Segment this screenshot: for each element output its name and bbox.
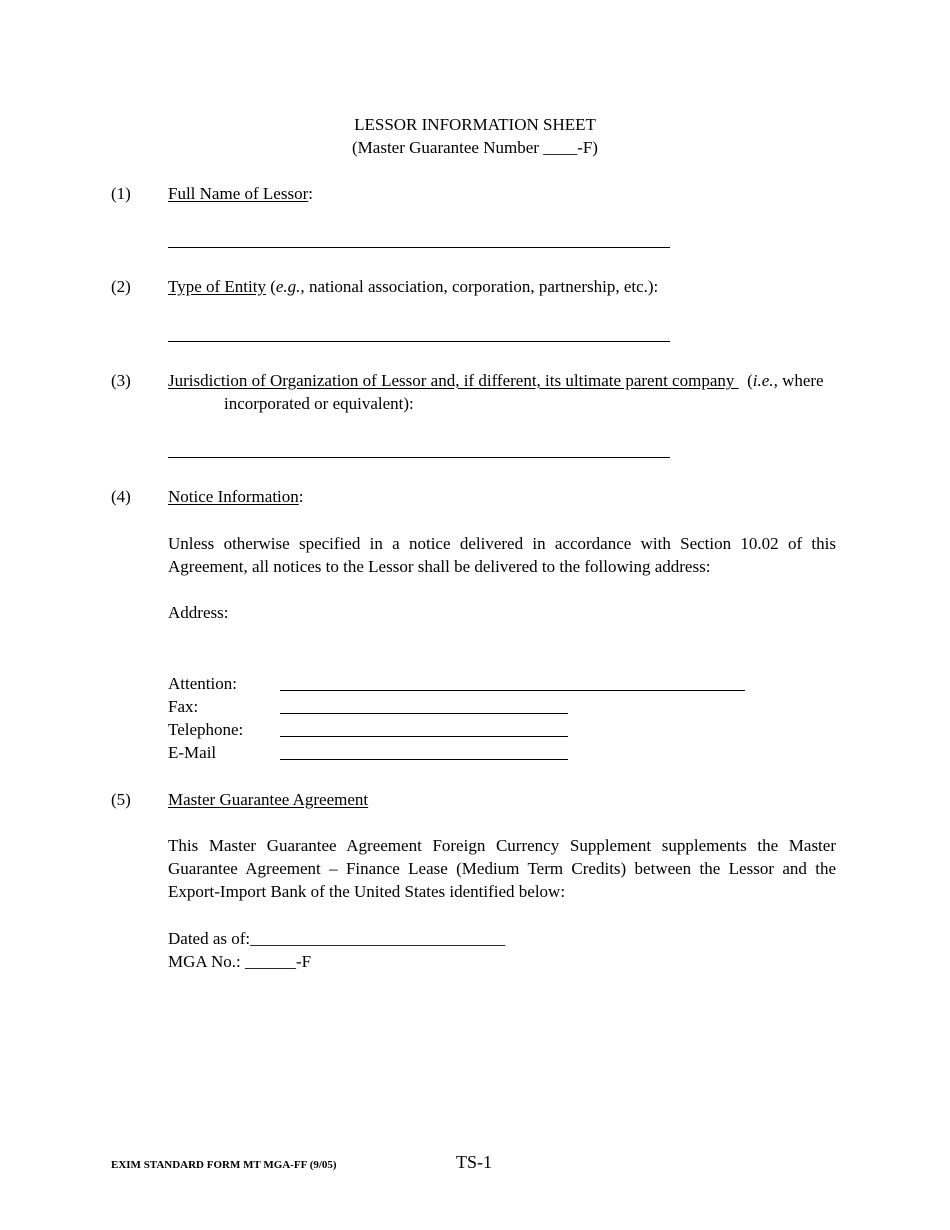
master-guarantee-number-blank[interactable]: ____ [543, 138, 578, 157]
dated-as-of-field[interactable]: ______________________________ [250, 929, 506, 948]
item-4-heading: Notice Information: [168, 487, 304, 506]
dated-as-of-label: Dated as of: [168, 929, 251, 948]
master-guarantee-number-line [0, 138, 950, 158]
email-label: E-Mail [168, 743, 217, 762]
telephone-label: Telephone: [168, 720, 244, 739]
item-5-number: (5) [111, 790, 131, 809]
item-3-heading: Jurisdiction of Organization of Lessor and, if different, its ultimate parent company (i.e., where [168, 371, 824, 390]
attention-field[interactable] [280, 690, 745, 691]
subtitle-suffix: -F) [577, 138, 598, 157]
mga-number-field[interactable]: ______ [244, 952, 296, 971]
form-id: EXIM STANDARD FORM MT MGA-FF (9/05) [111, 1159, 337, 1171]
dated-as-of-line [168, 929, 505, 949]
type-of-entity-label: Type of Entity [168, 277, 266, 296]
full-name-of-lessor-field[interactable] [168, 247, 670, 248]
item-2-heading: Type of Entity (e.g., national association, corporation, partnership, etc.): [168, 277, 659, 296]
item-1-number: (1) [111, 184, 131, 203]
item-4-number: (4) [111, 487, 131, 506]
notice-information-label: Notice Information [168, 487, 299, 506]
mga-paragraph: This Master Guarantee Agreement Foreign Currency Supplement supplements the Master Guarantee Agreement – Finance Lease (Medium Term Credits) between the Lessor and the Export-Import Bank of the United States identified below: [168, 836, 836, 901]
mga-number-suffix: -F [295, 952, 312, 971]
page-number: TS-1 [456, 1152, 492, 1172]
item-1-heading: Full Name of Lessor: [168, 184, 313, 203]
mga-number-label: MGA No.: [168, 952, 245, 971]
master-guarantee-agreement-label: Master Guarantee Agreement [168, 790, 369, 809]
jurisdiction-label: Jurisdiction of Organization of Lessor and, if different, its ultimate parent company [168, 371, 739, 390]
item-3-number: (3) [111, 371, 131, 390]
jurisdiction-field[interactable] [168, 457, 670, 458]
mga-number-line [168, 952, 311, 972]
item-2-number: (2) [111, 277, 131, 296]
address-label: Address: [168, 603, 229, 622]
attention-label: Attention: [168, 674, 237, 693]
fax-label: Fax: [168, 697, 199, 716]
subtitle-prefix: (Master Guarantee Number [352, 138, 544, 157]
telephone-field[interactable] [280, 736, 568, 737]
type-of-entity-field[interactable] [168, 341, 670, 342]
fax-field[interactable] [280, 713, 568, 714]
notice-paragraph: Unless otherwise specified in a notice delivered in accordance with Section 10.02 of this Agreement, all notices to the Lessor shall be delivered to the following address: [168, 534, 836, 576]
full-name-of-lessor-label: Full Name of Lessor [168, 184, 309, 203]
page-title: LESSOR INFORMATION SHEET [354, 115, 596, 134]
item-5-heading [168, 790, 368, 810]
item-3-heading-line2: incorporated or equivalent): [224, 394, 414, 413]
email-field[interactable] [280, 759, 568, 760]
